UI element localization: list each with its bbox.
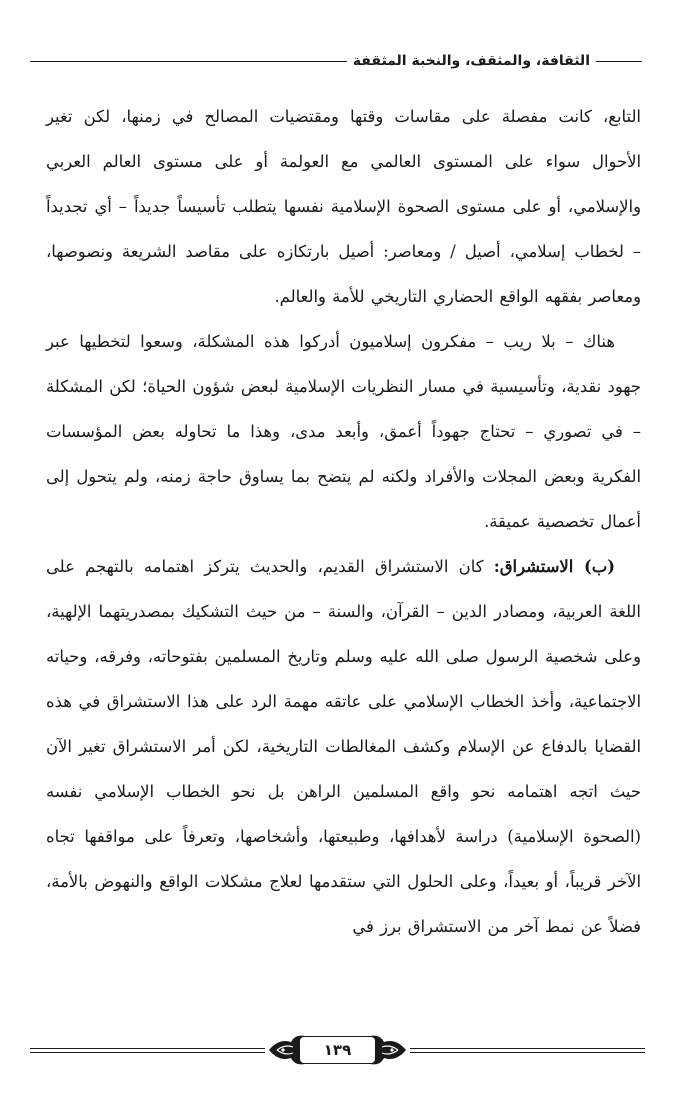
paragraph-3-text: كان الاستشراق القديم، والحديث يتركز اهتمامه بالتهجم على اللغة العربية، ومصادر الدين – القرآن، والسنة – من حيث التشكيك بمصدريتهما الإلهية، وعلى شخصية الرسول صلى الله عليه وسلم وتاريخ المسلمين بفتوحاته، وفرقه، وحياته الاجتماعية، وأخذ الخطاب الإسلامي على عاتقه مهمة الرد على هذا الاستشراق في هذه القضايا بالدفاع عن الإسلام وكشف المغالطات التاريخية، لكن أمر الاستشراق تغير الآن حيث اتجه اهتمامه نحو واقع المسلمين الراهن بل نحو الخطاب الإسلامي نفسه (الصحوة الإسلامية) دراسة لأهدافها، وطبيعتها، وأشخاصها، وتعرفاً على مواقفها تجاه الآخر قريباً، أو بعيداً، وعلى الحلول التي ستقدمها لعلاج مشكلات الواقع والنهوض بالأمة، فضلاً عن نمط آخر من الاستشراق برز في <box>46 557 641 936</box>
running-header <box>30 46 642 76</box>
footer-rule-right-thin <box>410 1052 645 1053</box>
paragraph-1: التابع، كانت مفصلة على مقاسات وقتها ومقتضيات المصالح في زمنها، لكن تغير الأحوال سواء على المستوى العالمي مع العولمة أو على مستوى العالم العربي والإسلامي، أو على مستوى الصحوة الإسلامية نفسها يتطلب تأسيساً جديداً – أي تجديداً – لخطاب إسلامي، أصيل / ومعاصر: أصيل بارتكازه على مقاصد الشريعة ونصوصها، ومعاصر بفقهه الواقع الحضاري التاريخي للأمة والعالم. <box>46 107 641 306</box>
footer-rule-left <box>30 1048 265 1049</box>
section-label-orientalism: (ب) الاستشراق: <box>493 557 615 576</box>
footer-rule-left-thin <box>30 1052 265 1053</box>
page-number: ١٣٩ <box>300 1037 375 1063</box>
footer-rule-right <box>410 1048 645 1049</box>
paragraph-2: هناك – بلا ريب – مفكرون إسلاميون أدركوا هذه المشكلة، وسعوا لتخطيها عبر جهود نقدية، وتأسيسية في مسار النظريات الإسلامية لبعض شؤون الحياة؛ لكن المشكلة – في تصوري – تحتاج جهوداً أعمق، وأبعد مدى، وهذا ما تحاوله بعض المؤسسات الفكرية وبعض المجلات والأفراد ولكنه لم يتضح بما يساوق حاجة زمنه، ولم يتحول إلى أعمال تخصصية عميقة. <box>46 332 641 531</box>
running-title: الثقافة، والمثقف، والنخبة المثقفة <box>347 46 596 76</box>
paragraph-3 <box>46 544 641 949</box>
page-footer <box>30 1030 645 1070</box>
page-body <box>46 94 641 949</box>
